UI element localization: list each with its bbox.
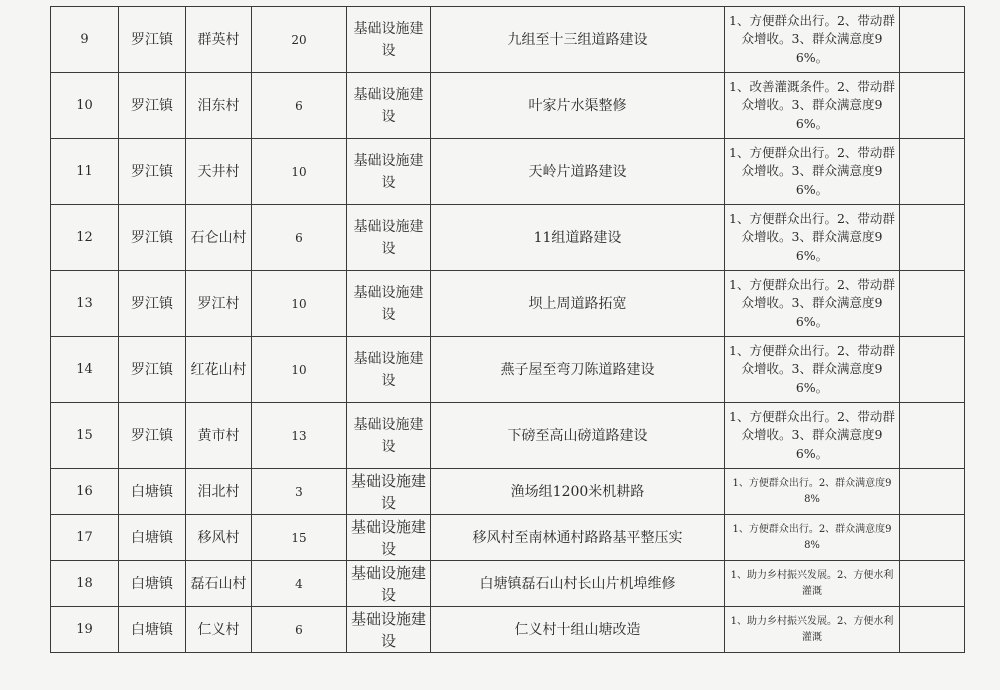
category-cell: 基础设施建设	[347, 7, 431, 73]
category-cell: 基础设施建设	[347, 403, 431, 469]
fund-cell: 13	[252, 403, 347, 469]
table-row	[51, 607, 965, 653]
note-cell	[900, 561, 965, 607]
row-number: 11	[51, 139, 119, 205]
category-cell: 基础设施建设	[347, 515, 431, 561]
fund-cell: 15	[252, 515, 347, 561]
note-cell	[900, 607, 965, 653]
category-cell: 基础设施建设	[347, 561, 431, 607]
town-cell: 白塘镇	[119, 561, 186, 607]
category-cell: 基础设施建设	[347, 271, 431, 337]
note-cell	[900, 7, 965, 73]
project-cell: 移风村至南林通村路路基平整压实	[431, 515, 725, 561]
project-cell: 九组至十三组道路建设	[431, 7, 725, 73]
fund-cell: 10	[252, 139, 347, 205]
fund-cell: 6	[252, 607, 347, 653]
project-cell: 坝上周道路拓宽	[431, 271, 725, 337]
category-cell: 基础设施建设	[347, 469, 431, 515]
village-cell: 泪北村	[186, 469, 252, 515]
benefit-cell: 1、方便群众出行。2、群众满意度98%	[725, 515, 900, 561]
village-cell: 黄市村	[186, 403, 252, 469]
village-cell: 磊石山村	[186, 561, 252, 607]
note-cell	[900, 73, 965, 139]
table-row	[51, 271, 965, 337]
note-cell	[900, 271, 965, 337]
village-cell: 红花山村	[186, 337, 252, 403]
town-cell: 罗江镇	[119, 271, 186, 337]
village-cell: 泪东村	[186, 73, 252, 139]
fund-cell: 10	[252, 271, 347, 337]
table-row	[51, 73, 965, 139]
benefit-cell: 1、方便群众出行。2、群众满意度98%	[725, 469, 900, 515]
benefit-cell: 1、助力乡村振兴发展。2、方便水利灌溉	[725, 607, 900, 653]
village-cell: 石仑山村	[186, 205, 252, 271]
table-body	[51, 7, 965, 653]
row-number: 13	[51, 271, 119, 337]
category-cell: 基础设施建设	[347, 607, 431, 653]
row-number: 18	[51, 561, 119, 607]
note-cell	[900, 139, 965, 205]
row-number: 10	[51, 73, 119, 139]
village-cell: 天井村	[186, 139, 252, 205]
benefit-cell: 1、方便群众出行。2、带动群众增收。3、群众满意度96%。	[725, 337, 900, 403]
fund-cell: 6	[252, 73, 347, 139]
table-row	[51, 337, 965, 403]
town-cell: 罗江镇	[119, 73, 186, 139]
table-row	[51, 7, 965, 73]
town-cell: 罗江镇	[119, 7, 186, 73]
row-number: 9	[51, 7, 119, 73]
project-cell: 白塘镇磊石山村长山片机埠维修	[431, 561, 725, 607]
row-number: 19	[51, 607, 119, 653]
row-number: 14	[51, 337, 119, 403]
note-cell	[900, 403, 965, 469]
town-cell: 白塘镇	[119, 607, 186, 653]
category-cell: 基础设施建设	[347, 205, 431, 271]
fund-cell: 20	[252, 7, 347, 73]
project-table	[50, 6, 965, 653]
benefit-cell: 1、助力乡村振兴发展。2、方便水利灌溉	[725, 561, 900, 607]
town-cell: 罗江镇	[119, 403, 186, 469]
project-cell: 燕子屋至弯刀陈道路建设	[431, 337, 725, 403]
row-number: 17	[51, 515, 119, 561]
benefit-cell: 1、方便群众出行。2、带动群众增收。3、群众满意度96%。	[725, 271, 900, 337]
fund-cell: 10	[252, 337, 347, 403]
note-cell	[900, 469, 965, 515]
category-cell: 基础设施建设	[347, 337, 431, 403]
project-cell: 叶家片水渠整修	[431, 73, 725, 139]
project-cell: 渔场组1200米机耕路	[431, 469, 725, 515]
benefit-cell: 1、方便群众出行。2、带动群众增收。3、群众满意度96%。	[725, 403, 900, 469]
category-cell: 基础设施建设	[347, 73, 431, 139]
project-cell: 11组道路建设	[431, 205, 725, 271]
project-cell: 仁义村十组山塘改造	[431, 607, 725, 653]
town-cell: 罗江镇	[119, 205, 186, 271]
village-cell: 罗江村	[186, 271, 252, 337]
project-cell: 下磅至高山磅道路建设	[431, 403, 725, 469]
benefit-cell: 1、方便群众出行。2、带动群众增收。3、群众满意度96%。	[725, 139, 900, 205]
table-row	[51, 403, 965, 469]
note-cell	[900, 205, 965, 271]
village-cell: 移风村	[186, 515, 252, 561]
village-cell: 仁义村	[186, 607, 252, 653]
town-cell: 白塘镇	[119, 515, 186, 561]
table-row	[51, 469, 965, 515]
table-row	[51, 139, 965, 205]
fund-cell: 6	[252, 205, 347, 271]
benefit-cell: 1、改善灌溉条件。2、带动群众增收。3、群众满意度96%。	[725, 73, 900, 139]
fund-cell: 3	[252, 469, 347, 515]
town-cell: 罗江镇	[119, 139, 186, 205]
town-cell: 白塘镇	[119, 469, 186, 515]
project-cell: 天岭片道路建设	[431, 139, 725, 205]
row-number: 15	[51, 403, 119, 469]
table-row	[51, 561, 965, 607]
benefit-cell: 1、方便群众出行。2、带动群众增收。3、群众满意度96%。	[725, 205, 900, 271]
village-cell: 群英村	[186, 7, 252, 73]
fund-cell: 4	[252, 561, 347, 607]
note-cell	[900, 337, 965, 403]
table-row	[51, 205, 965, 271]
row-number: 12	[51, 205, 119, 271]
category-cell: 基础设施建设	[347, 139, 431, 205]
table-row	[51, 515, 965, 561]
benefit-cell: 1、方便群众出行。2、带动群众增收。3、群众满意度96%。	[725, 7, 900, 73]
note-cell	[900, 515, 965, 561]
row-number: 16	[51, 469, 119, 515]
town-cell: 罗江镇	[119, 337, 186, 403]
